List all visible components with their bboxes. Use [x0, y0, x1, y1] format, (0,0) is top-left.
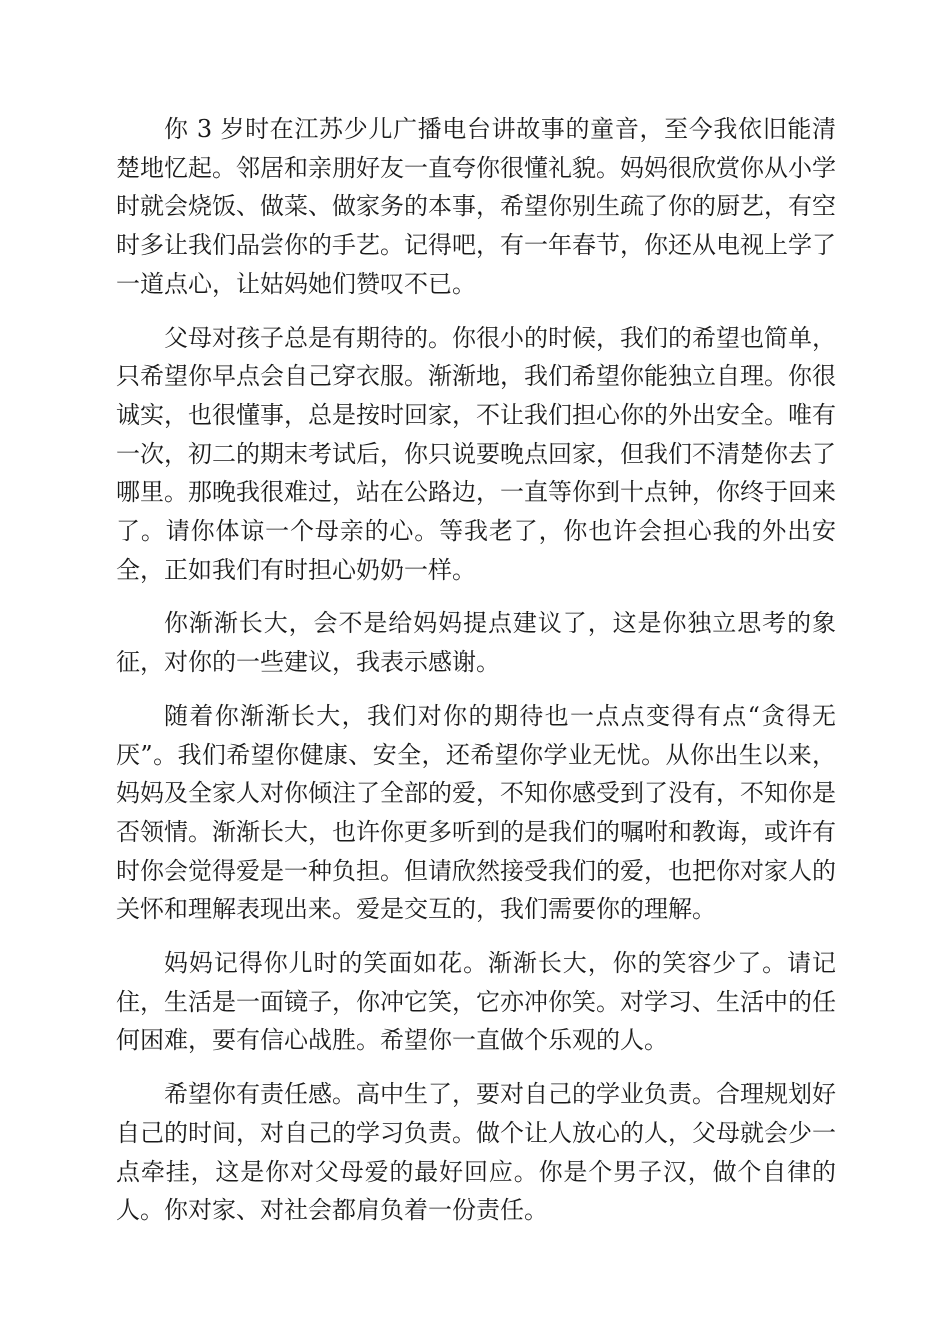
paragraph-suggestions: 你渐渐长大，会不是给妈妈提点建议了，这是你独立思考的象征，对你的一些建议，我表示感谢。	[116, 609, 836, 677]
paragraph-responsibility: 希望你有责任感。高中生了，要对自己的学业负责。合理规划好自己的时间，对自己的学习负责。做个让人放心的人，父母就会少一点牵挂，这是你对父母爱的最好回应。你是个男子汉，做个自律的人。你对家、对社会都肩负着一份责任。	[116, 1080, 836, 1225]
paragraph-smile: 妈妈记得你儿时的笑面如花。渐渐长大，你的笑容少了。请记住，生活是一面镜子，你冲它笑，它亦冲你笑。对学习、生活中的任何困难，要有信心战胜。希望你一直做个乐观的人。	[116, 949, 836, 1055]
document-body	[116, 110, 836, 1245]
paragraph-childhood-memories: 你 3 岁时在江苏少儿广播电台讲故事的童音，至今我依旧能清楚地忆起。邻居和亲朋好友一直夸你很懂礼貌。妈妈很欣赏你从小学时就会烧饭、做菜、做家务的本事，希望你别生疏了你的厨艺，有空时多让我们品尝你的手艺。记得吧，有一年春节，你还从电视上学了一道点心，让姑妈她们赞叹不已。	[116, 115, 836, 298]
paragraph-parental-expectations: 父母对孩子总是有期待的。你很小的时候，我们的希望也简单，只希望你早点会自己穿衣服。渐渐地，我们希望你能独立自理。你很诚实，也很懂事，总是按时回家，不让我们担心你的外出安全。唯有一次，初二的期末考试后，你只说要晚点回家，但我们不清楚你去了哪里。那晚我很难过，站在公路边，一直等你到十点钟，你终于回来了。请你体谅一个母亲的心。等我老了，你也许会担心我的外出安全，正如我们有时担心奶奶一样。	[116, 323, 836, 584]
paragraph-growing-expectations: 随着你渐渐长大，我们对你的期待也一点点变得有点“贪得无厌”。我们希望你健康、安全，还希望你学业无忧。从你出生以来，妈妈及全家人对你倾注了全部的爱，不知你感受到了没有，不知你是否领情。渐渐长大，也许你更多听到的是我们的嘱咐和教诲，或许有时你会觉得爱是一种负担。但请欣然接受我们的爱，也把你对家人的关怀和理解表现出来。爱是交互的，我们需要你的理解。	[116, 701, 836, 924]
